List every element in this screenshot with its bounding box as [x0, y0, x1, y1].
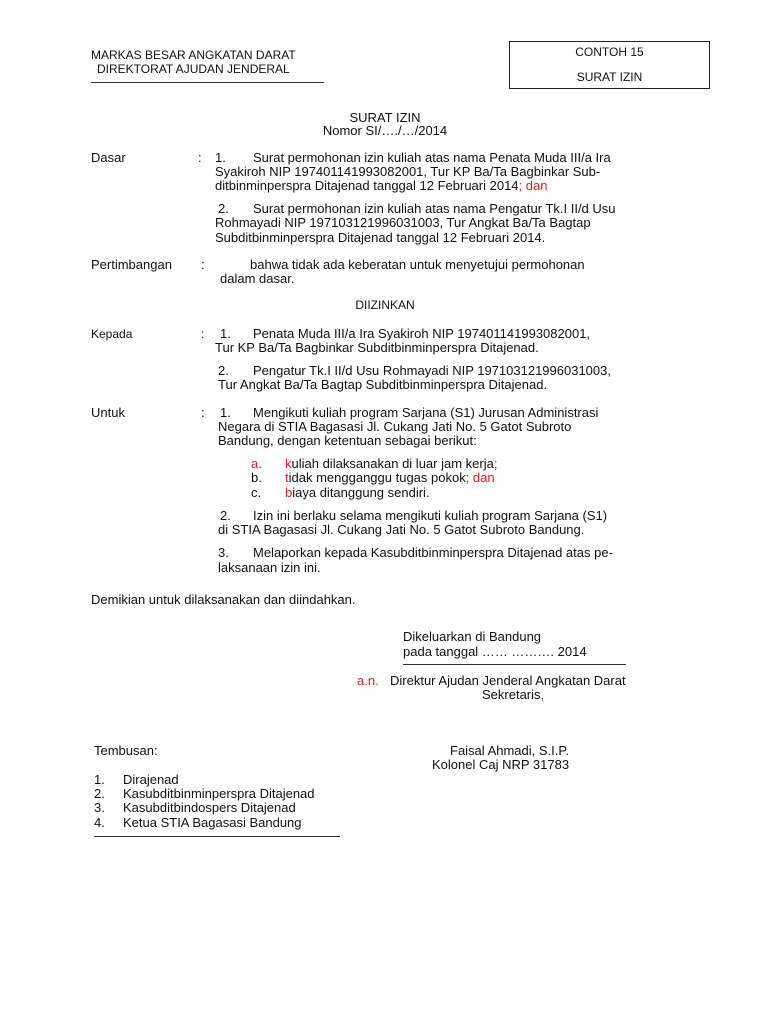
- dasar-item2-line1: Surat permohonan izin kuliah atas nama Pengatur Tk.I II/d Usu: [253, 201, 616, 216]
- org-name-line1: MARKAS BESAR ANGKATAN DARAT: [91, 48, 296, 62]
- untuk-sub-b-letter: b.: [251, 470, 262, 485]
- kepada-colon: :: [201, 327, 205, 341]
- untuk-label: Untuk: [91, 405, 125, 420]
- diizinkan-heading: DIIZINKAN: [355, 298, 415, 312]
- tembusan-item-num: 2.: [94, 786, 105, 801]
- kepada-item1-line2: Tur KP Ba/Ta Bagbinkar Subditbinminperspra Ditajenad.: [215, 340, 539, 355]
- signatory-role-suffix: ,: [540, 687, 545, 702]
- pertimbangan-line2: dalam dasar.: [220, 271, 295, 286]
- untuk-item1-line3: Bandung, dengan ketentuan sebagai berikut:: [218, 433, 477, 448]
- example-number: CONTOH 15: [575, 45, 644, 59]
- dasar-item1-suffix: ; dan: [518, 178, 548, 193]
- tembusan-item: Kasubditbindospers Ditajenad: [123, 800, 296, 815]
- kepada-item1-line1: Penata Muda III/a Ira Syakiroh NIP 197401141993082001,: [253, 326, 591, 341]
- untuk-item3-num: 3.: [218, 545, 229, 560]
- example-type: SURAT IZIN: [576, 70, 643, 84]
- dasar-label: Dasar: [91, 150, 126, 165]
- untuk-sub-c-letter: c.: [251, 485, 262, 500]
- untuk-item2-line2: di STIA Bagasasi Jl. Cukang Jati No. 5 Gatot Subroto Bandung.: [218, 522, 585, 537]
- signatory-role-text: Sekretaris: [482, 687, 541, 702]
- pertimbangan-line1: bahwa tidak ada keberatan untuk menyetujui permohonan: [250, 257, 585, 272]
- kepada-item2-line2: Tur Angkat Ba/Ta Bagtap Subditbinminperspra Ditajenad.: [218, 377, 548, 392]
- kepada-item2-num: 2.: [218, 363, 229, 378]
- dasar-item1-line1: Surat permohonan izin kuliah atas nama Penata Muda III/a Ira: [253, 150, 611, 165]
- untuk-sub-b-suffix: ; dan: [465, 470, 495, 485]
- letter-title: SURAT IZIN: [349, 110, 421, 125]
- issued-place: Dikeluarkan di Bandung: [403, 629, 542, 644]
- untuk-item2-line1: Izin ini berlaku selama mengikuti kuliah program Sarjana (S1): [253, 508, 608, 523]
- untuk-sub-c-text: [285, 485, 430, 500]
- untuk-sub-c-first: b: [285, 485, 293, 500]
- kepada-item2-line1: Pengatur Tk.I II/d Usu Rohmayadi NIP 197103121996031003,: [253, 363, 611, 378]
- closing-sentence: Demikian untuk dilaksanakan dan diindahkan.: [91, 592, 356, 607]
- untuk-item1-line1: Mengikuti kuliah program Sarjana (S1) Jurusan Administrasi: [253, 405, 599, 420]
- untuk-item3-line1: Melaporkan kepada Kasubditbinminperspra Ditajenad atas pe-: [253, 545, 613, 560]
- untuk-sub-a-suffix: ;: [493, 456, 498, 471]
- dasar-item1-line3: [215, 178, 547, 193]
- issued-date: pada tanggal …… ………. 2014: [403, 644, 587, 659]
- signatory-rank: Kolonel Caj NRP 31783: [432, 757, 570, 772]
- signatory-an: a.n.: [357, 673, 379, 688]
- untuk-item1-num: 1.: [220, 405, 231, 420]
- tembusan-item-num: 3.: [94, 800, 105, 815]
- tembusan-divider: [94, 836, 340, 837]
- untuk-sub-b-first: t: [285, 470, 289, 485]
- untuk-sub-b-rest: idak mengganggu tugas pokok: [288, 470, 466, 485]
- pertimbangan-label: Pertimbangan: [91, 257, 172, 272]
- signatory-title: Direktur Ajudan Jenderal Angkatan Darat: [390, 673, 626, 688]
- untuk-colon: :: [201, 405, 205, 420]
- dasar-item1-line3-text: ditbinminperspra Ditajenad tanggal 12 Februari 2014: [215, 178, 519, 193]
- tembusan-item: Dirajenad: [123, 772, 179, 787]
- untuk-item1-line2: Negara di STIA Bagasasi Jl. Cukang Jati No. 5 Gatot Subroto: [218, 419, 572, 434]
- untuk-item2-num: 2.: [220, 508, 231, 523]
- header-divider: [91, 82, 324, 83]
- untuk-item3-line2: laksanaan izin ini.: [218, 560, 321, 575]
- tembusan-item: Ketua STIA Bagasasi Bandung: [123, 815, 302, 830]
- tembusan-item: Kasubditbinminperspra Ditajenad: [123, 786, 315, 801]
- org-name-line2: DIREKTORAT AJUDAN JENDERAL: [97, 62, 290, 76]
- dasar-item1-line2: Syakiroh NIP 197401141993082001, Tur KP Ba/Ta Bagbinkar Sub-: [215, 164, 601, 179]
- signatory-name: Faisal Ahmadi, S.I.P.: [450, 743, 569, 758]
- untuk-sub-c-rest: iaya ditanggung sendiri.: [292, 485, 430, 500]
- untuk-sub-a-text: [285, 456, 497, 471]
- untuk-sub-a-letter: a.: [251, 456, 262, 471]
- kepada-item1-num: 1.: [220, 326, 231, 341]
- issued-divider: [403, 664, 626, 665]
- dasar-item2-line2: Rohmayadi NIP 197103121996031003, Tur Angkat Ba/Ta Bagtap: [215, 215, 591, 230]
- tembusan-label: Tembusan:: [94, 743, 158, 758]
- untuk-sub-a-first: k: [285, 456, 292, 471]
- untuk-sub-b-text: [285, 470, 495, 485]
- kepada-label: Kepada: [91, 327, 133, 341]
- tembusan-item-num: 1.: [94, 772, 105, 787]
- signatory-role: [482, 687, 544, 702]
- dasar-colon: :: [198, 150, 202, 165]
- tembusan-item-num: 4.: [94, 815, 105, 830]
- untuk-sub-a-rest: uliah dilaksanakan di luar jam kerja: [291, 456, 494, 471]
- pertimbangan-colon: :: [201, 257, 205, 272]
- letter-number: Nomor SI/…./…/2014: [322, 123, 448, 138]
- dasar-item2-num: 2.: [218, 201, 229, 216]
- dasar-item1-num: 1.: [215, 150, 226, 165]
- dasar-item2-line3: Subditbinminperspra Ditajenad tanggal 12 Februari 2014.: [215, 230, 546, 245]
